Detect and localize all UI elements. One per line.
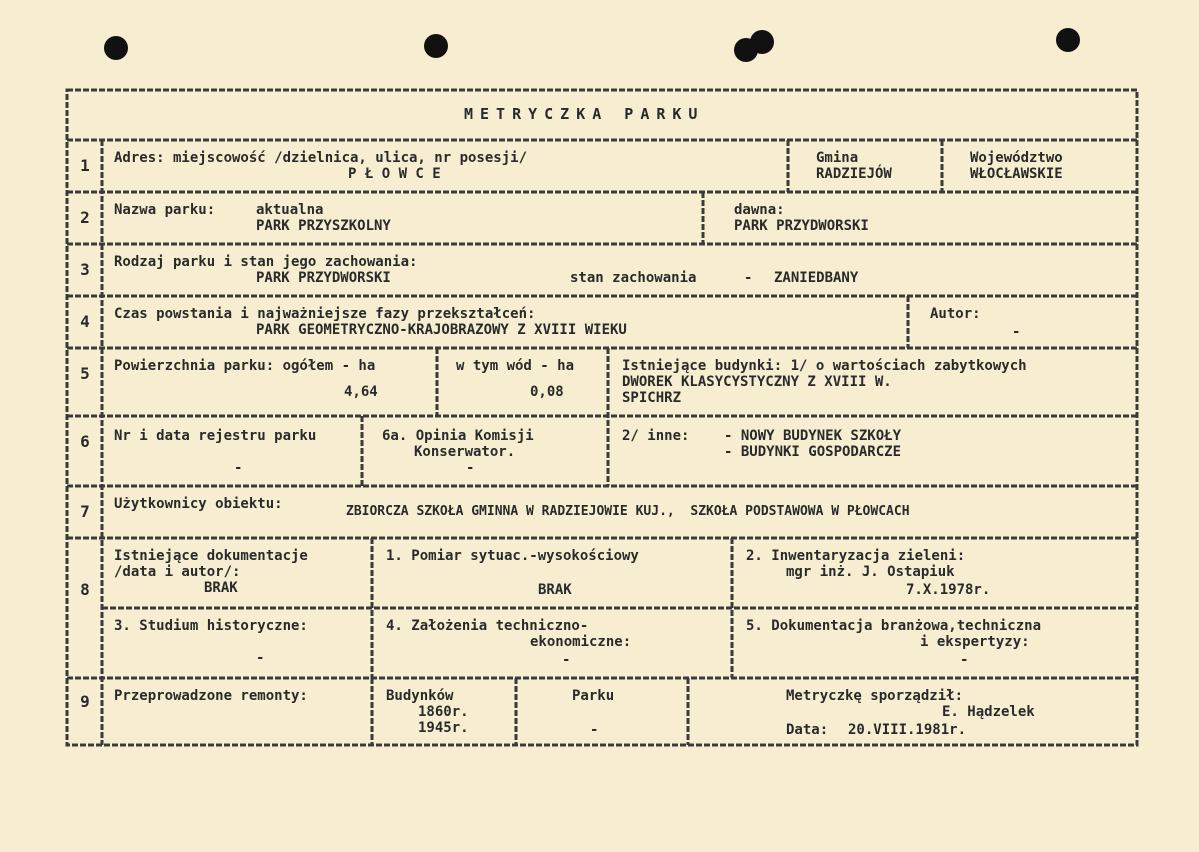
other-buildings-value: - BUDYNKI GOSPODARCZE (724, 444, 902, 460)
documentation-label: /data i autor/: (114, 564, 241, 580)
row-number: 1 (80, 156, 90, 175)
commission-label: 6a. Opinia Komisji (382, 428, 534, 444)
renovations-park-label: Parku (572, 688, 615, 704)
row-number: 2 (80, 208, 90, 227)
history-value: PARK GEOMETRYCZNO-KRAJOBRAZOWY Z XVIII WIEKU (256, 322, 627, 338)
voivodeship-value: WŁOCŁAWSKIE (970, 166, 1063, 182)
water-label: w tym wód - ha (456, 358, 575, 374)
address-label: Adres: miejscowość /dzielnica, ulica, nr posesji/ (114, 150, 528, 166)
renovations-label: Przeprowadzone remonty: (114, 688, 308, 704)
row-number: 3 (80, 260, 90, 279)
park-type-value: PARK PRZYDWORSKI (256, 270, 391, 286)
area-label: Powierzchnia parku: ogółem - ha (114, 358, 376, 374)
prepared-by-label: Metryczkę sporządził: (786, 688, 964, 704)
other-buildings-label: 2/ inne: (622, 428, 690, 444)
greenery-label: 2. Inwentaryzacja zieleni: (746, 548, 966, 564)
condition-dash: - (744, 270, 753, 286)
economic-value: - (562, 652, 571, 668)
park-name-label: Nazwa parku: (114, 202, 216, 218)
author-value: - (1012, 324, 1021, 340)
address-value: P Ł O W C E (348, 166, 441, 182)
renovations-buildings-value: 1860r. (418, 704, 469, 720)
renovations-buildings-value: 1945r. (418, 720, 469, 736)
voivodeship-label: Województwo (970, 150, 1063, 166)
history-label: Czas powstania i najważniejsze fazy przekształceń: (114, 306, 536, 322)
history-study-value: - (256, 650, 265, 666)
gmina-value: RADZIEJÓW (816, 166, 892, 182)
current-name-label: aktualna (256, 202, 324, 218)
area-value: 4,64 (344, 384, 378, 400)
row-number: 8 (80, 580, 90, 599)
other-buildings-value: - NOWY BUDYNEK SZKOŁY (724, 428, 902, 444)
current-name-value: PARK PRZYSZKOLNY (256, 218, 391, 234)
water-value: 0,08 (530, 384, 564, 400)
greenery-date: 7.X.1978r. (906, 582, 991, 598)
technical-docs-label: 5. Dokumentacja branżowa,techniczna (746, 618, 1042, 634)
commission-value: - (466, 460, 475, 476)
commission-label: Konserwator. (414, 444, 516, 460)
row-number: 6 (80, 432, 90, 451)
row-number: 9 (80, 692, 90, 711)
row-number: 7 (80, 502, 90, 521)
technical-docs-label: i ekspertyzy: (920, 634, 1030, 650)
survey-label: 1. Pomiar sytuac.-wysokościowy (386, 548, 639, 564)
documentation-label: Istniejące dokumentacje (114, 548, 308, 564)
buildings-label: Istniejące budynki: 1/ o wartościach zabytkowych (622, 358, 1027, 374)
prepared-by-value: E. Hądzelek (942, 704, 1035, 720)
users-label: Użytkownicy obiektu: (114, 496, 283, 512)
economic-label: ekonomiczne: (530, 634, 632, 650)
renovations-buildings-label: Budynków (386, 688, 454, 704)
row-number: 4 (80, 312, 90, 331)
history-study-label: 3. Studium historyczne: (114, 618, 308, 634)
users-value: ZBIORCZA SZKOŁA GMINNA W RADZIEJOWIE KUJ., SZKOŁA PODSTAWOWA W PŁOWCACH (346, 504, 910, 519)
condition-value: ZANIEDBANY (774, 270, 859, 286)
technical-docs-value: - (960, 652, 969, 668)
economic-label: 4. Założenia techniczno- (386, 618, 589, 634)
survey-value: BRAK (538, 582, 572, 598)
register-value: - (234, 460, 243, 476)
condition-label: stan zachowania (570, 270, 697, 286)
gmina-label: Gmina (816, 150, 859, 166)
author-label: Autor: (930, 306, 981, 322)
park-type-label: Rodzaj parku i stan jego zachowania: (114, 254, 418, 270)
buildings-value: SPICHRZ (622, 390, 682, 406)
date-value: 20.VIII.1981r. (848, 722, 967, 738)
renovations-park-value: - (590, 722, 599, 738)
documentation-value: BRAK (204, 580, 238, 596)
row-number: 5 (80, 364, 90, 383)
buildings-value: DWOREK KLASYCYSTYCZNY Z XVIII W. (622, 374, 892, 390)
date-label: Data: (786, 722, 829, 738)
greenery-value: mgr inż. J. Ostapiuk (786, 564, 955, 580)
former-name-label: dawna: (734, 202, 785, 218)
register-label: Nr i data rejestru parku (114, 428, 317, 444)
document-title: METRYCZKA PARKU (464, 105, 705, 123)
former-name-value: PARK PRZYDWORSKI (734, 218, 869, 234)
